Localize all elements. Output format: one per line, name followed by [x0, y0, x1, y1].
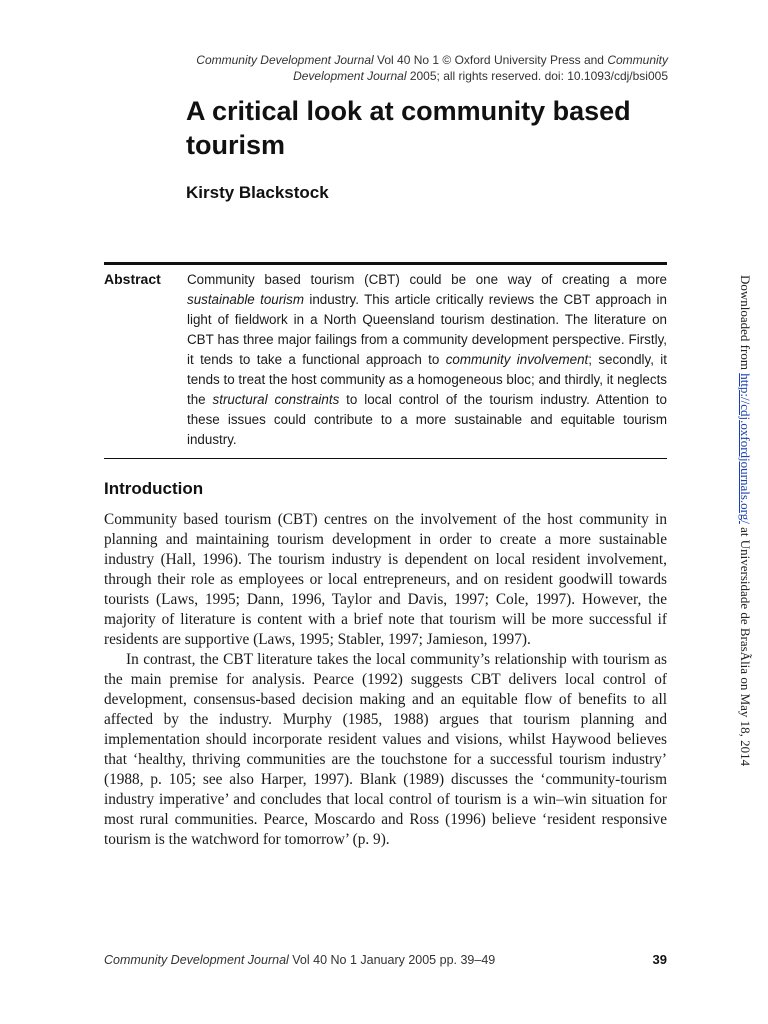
journal-citation-header: [130, 52, 668, 84]
rights-doi: 2005; all rights reserved. doi: 10.1093/cdj/bsi005: [406, 69, 668, 83]
side-note-suffix: at Universidade de BrasÃlia on May 18, 2014: [738, 523, 753, 767]
abstract-seg2: sustainable tourism: [187, 292, 304, 307]
abstract-top-rule: [104, 262, 667, 265]
abstract-seg4: community involvement: [445, 352, 589, 367]
abstract-seg5: ; secondly, it tends to treat the host community as a homogeneous bloc; and thirdly, it neglects the: [187, 352, 667, 407]
intro-paragraph-1: Community based tourism (CBT) centres on the involvement of the host community in planning and maintaining tourism development in order to create a more sustainable industry (Hall, 1996). The tourism industry is dependent on local resident involvement, through their role as employees or local entrepreneurs, and on resident goodwill towards tourists (Laws, 1995; Dann, 1996, Taylor and Davis, 1997; Cole, 1997). However, the majority of literature is content with a brief note that tourism will be more successful if residents are supportive (Laws, 1995; Stabler, 1997; Jamieson, 1997).: [104, 511, 667, 648]
journal-name: Community Development Journal: [196, 53, 374, 67]
abstract-text: [187, 270, 667, 450]
journal-name-cont: Community: [607, 53, 668, 67]
abstract-seg6: structural constraints: [212, 392, 340, 407]
footer-issue: Vol 40 No 1 January 2005 pp. 39–49: [288, 953, 496, 967]
abstract-seg3: industry. This article critically reviews the CBT approach in light of fieldwork in a North Queensland tourism destination. The literature on CBT has three major failings from a community development perspective. Firstly, it tends to take a functional approach to: [187, 292, 667, 367]
volume-info: Vol 40 No 1 © Oxford University Press and: [373, 53, 608, 67]
article-title: A critical look at community based tourism: [186, 96, 631, 160]
journal-name-cont-2: Development Journal: [293, 69, 407, 83]
section-heading-introduction: Introduction: [104, 479, 204, 498]
side-note-link[interactable]: http://cdj.oxfordjournals.org/: [738, 373, 753, 524]
page-number: 39: [652, 952, 667, 967]
intro-paragraph-2: In contrast, the CBT literature takes the local community’s relationship with tourism as the main premise for analysis. Pearce (1992) suggests CBT delivers local control of development, consensus-based decision making and an equitable flow of benefits to all affected by the industry. Murphy (1985, 1988) argues that tourism planning and implementation should incorporate resident values and visions, whilst Haywood believes that ‘healthy, thriving communities are the touchstone for a successful tourism industry’ (1988, p. 105; see also Harper, 1997). Blank (1989) discusses the ‘community-tourism industry imperative’ and concludes that local control of tourism is a win–win situation for most rural communities. Pearce, Moscardo and Ross (1996) believe ‘resident responsive tourism is the watchword for tomorrow’ (p. 9).: [104, 651, 667, 848]
abstract-label: Abstract: [104, 271, 161, 287]
introduction-body: [104, 510, 667, 850]
abstract-seg7: to local control of the tourism industry. Attention to these issues could contribute to a more sustainable and equitable tourism industry.: [187, 392, 667, 447]
abstract-bottom-rule: [104, 458, 667, 459]
download-side-note: [737, 275, 753, 767]
side-note-prefix: Downloaded from: [738, 275, 753, 374]
footer-citation: [104, 953, 495, 967]
article-author: Kirsty Blackstock: [186, 183, 329, 202]
abstract-seg1: Community based tourism (CBT) could be one way of creating a more: [187, 272, 667, 287]
footer-journal-name: Community Development Journal: [104, 953, 289, 967]
